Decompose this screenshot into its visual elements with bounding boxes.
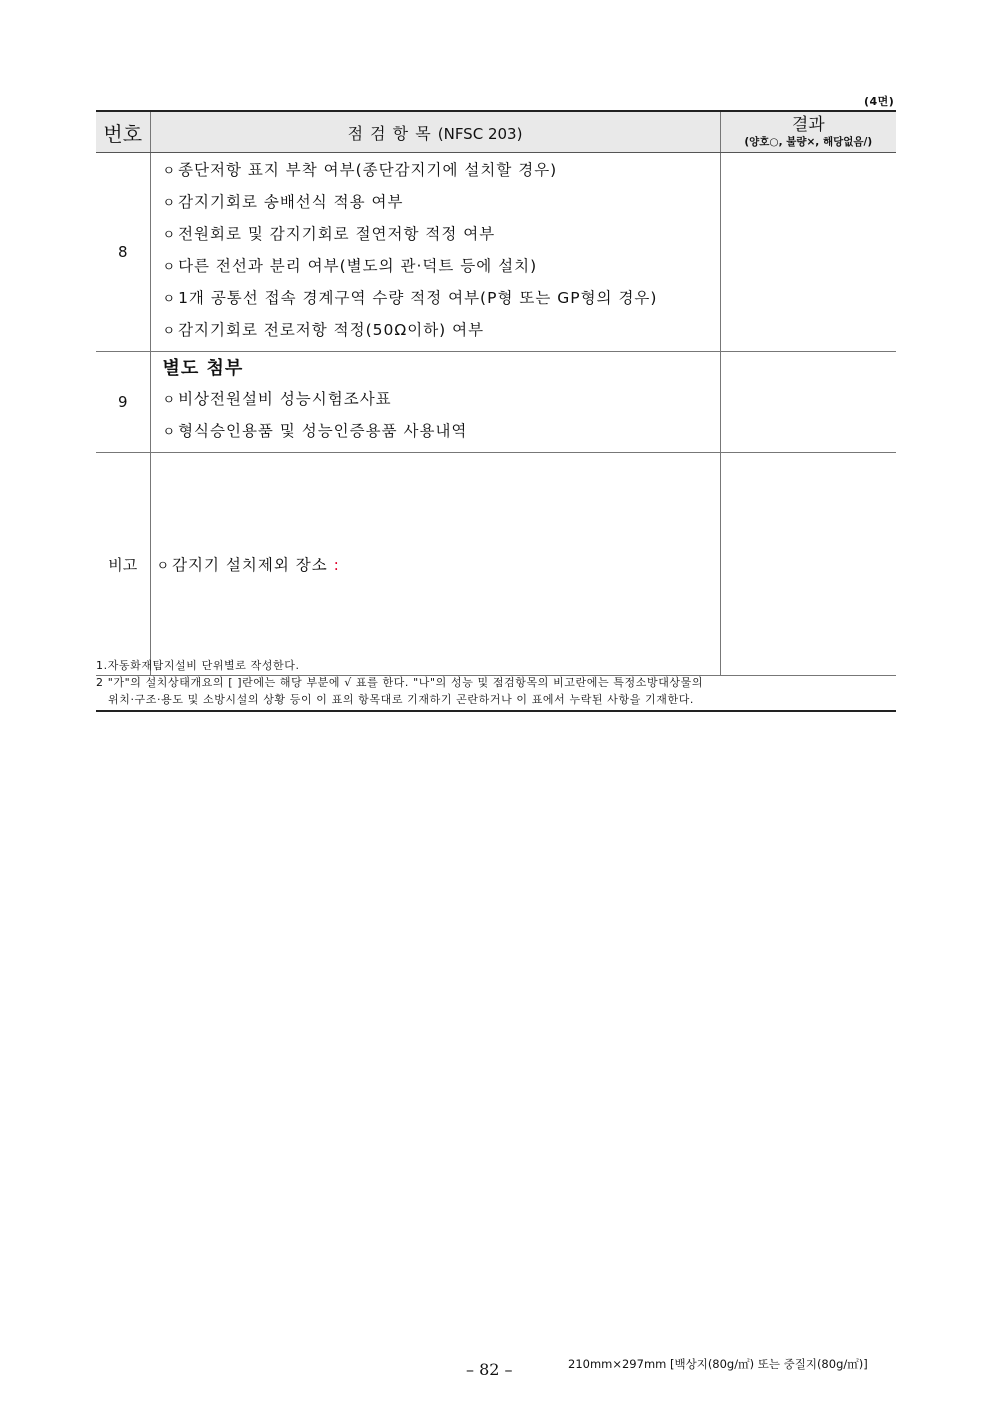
list-item: ㅇ 1개 공통선 접속 경계구역 수량 적정 여부(P형 또는 GP형의 경우)	[162, 289, 658, 307]
table-row	[96, 352, 896, 453]
result-cell[interactable]	[720, 352, 896, 453]
bullet-icon: ㅇ	[162, 425, 177, 440]
list-item: ㅇ 감지기회로 송배선식 적용 여부	[162, 193, 404, 211]
note-1: 1.자동화재탐지설비 단위별로 작성한다.	[96, 659, 300, 672]
list-item: ㅇ 비상전원설비 성능시험조사표	[162, 390, 392, 408]
row-number: 8	[96, 153, 150, 352]
paper-spec: 210mm×297mm [백상지(80g/㎡) 또는 중질지(80g/㎡)]	[568, 1357, 868, 1371]
remarks-item: ㅇ 감지기 설치제외 장소 :	[156, 556, 340, 574]
list-item: ㅇ 종단저항 표지 부착 여부(종단감지기에 설치할 경우)	[162, 161, 558, 179]
header-item-standard: (NFSC 203)	[437, 124, 523, 143]
section-heading: 별도 첨부	[162, 358, 244, 379]
table-row	[96, 153, 896, 352]
bullet-icon: ㅇ	[162, 260, 177, 275]
bullet-icon: ㅇ	[162, 196, 177, 211]
remarks-row	[96, 453, 896, 676]
page-label: (4면)	[864, 95, 895, 108]
table-header-row	[96, 111, 896, 153]
list-item: ㅇ 감지기회로 전로저항 적정(50Ω이하) 여부	[162, 321, 485, 339]
result-cell[interactable]	[720, 153, 896, 352]
list-item: ㅇ 형식승인용품 및 성능인증용품 사용내역	[162, 422, 468, 440]
row-number: 9	[96, 352, 150, 453]
row-items	[150, 352, 720, 453]
header-result	[720, 111, 896, 153]
notes-section	[96, 657, 896, 712]
remarks-colon: :	[333, 556, 340, 574]
list-item: ㅇ 전원회로 및 감지기회로 절연저항 적정 여부	[162, 225, 496, 243]
note-2: 2 "가"의 설치상태개요의 [ ]란에는 해당 부분에 √ 표를 한다. "나"의 성능 및 점검항목의 비고란에는 특정소방대상물의	[96, 676, 704, 689]
page-number: – 82 –	[466, 1360, 513, 1379]
header-item-label: 점 검 항 목	[347, 123, 432, 143]
header-number: 번호	[96, 111, 150, 153]
row-items	[150, 153, 720, 352]
list-item: ㅇ 다른 전선과 분리 여부(별도의 관·덕트 등에 설치)	[162, 257, 538, 275]
note-2-continued: 위치·구조·용도 및 소방시설의 상황 등이 이 표의 항목대로 기재하기 곤란하거나 이 표에서 누락된 사항을 기재한다.	[108, 693, 695, 706]
bullet-icon: ㅇ	[162, 292, 177, 307]
result-cell[interactable]	[720, 453, 896, 676]
inspection-table	[96, 110, 896, 676]
remarks-content	[150, 453, 720, 676]
header-inspection-item	[150, 111, 720, 153]
header-result-legend: (양호○, 불량×, 해당없음/)	[744, 135, 873, 148]
bullet-icon: ㅇ	[162, 324, 177, 339]
bullet-icon: ㅇ	[162, 164, 177, 179]
bullet-icon: ㅇ	[156, 559, 171, 574]
bullet-icon: ㅇ	[162, 228, 177, 243]
remarks-label: 비고	[96, 453, 150, 676]
header-result-label: 결과	[791, 114, 825, 135]
bullet-icon: ㅇ	[162, 393, 177, 408]
